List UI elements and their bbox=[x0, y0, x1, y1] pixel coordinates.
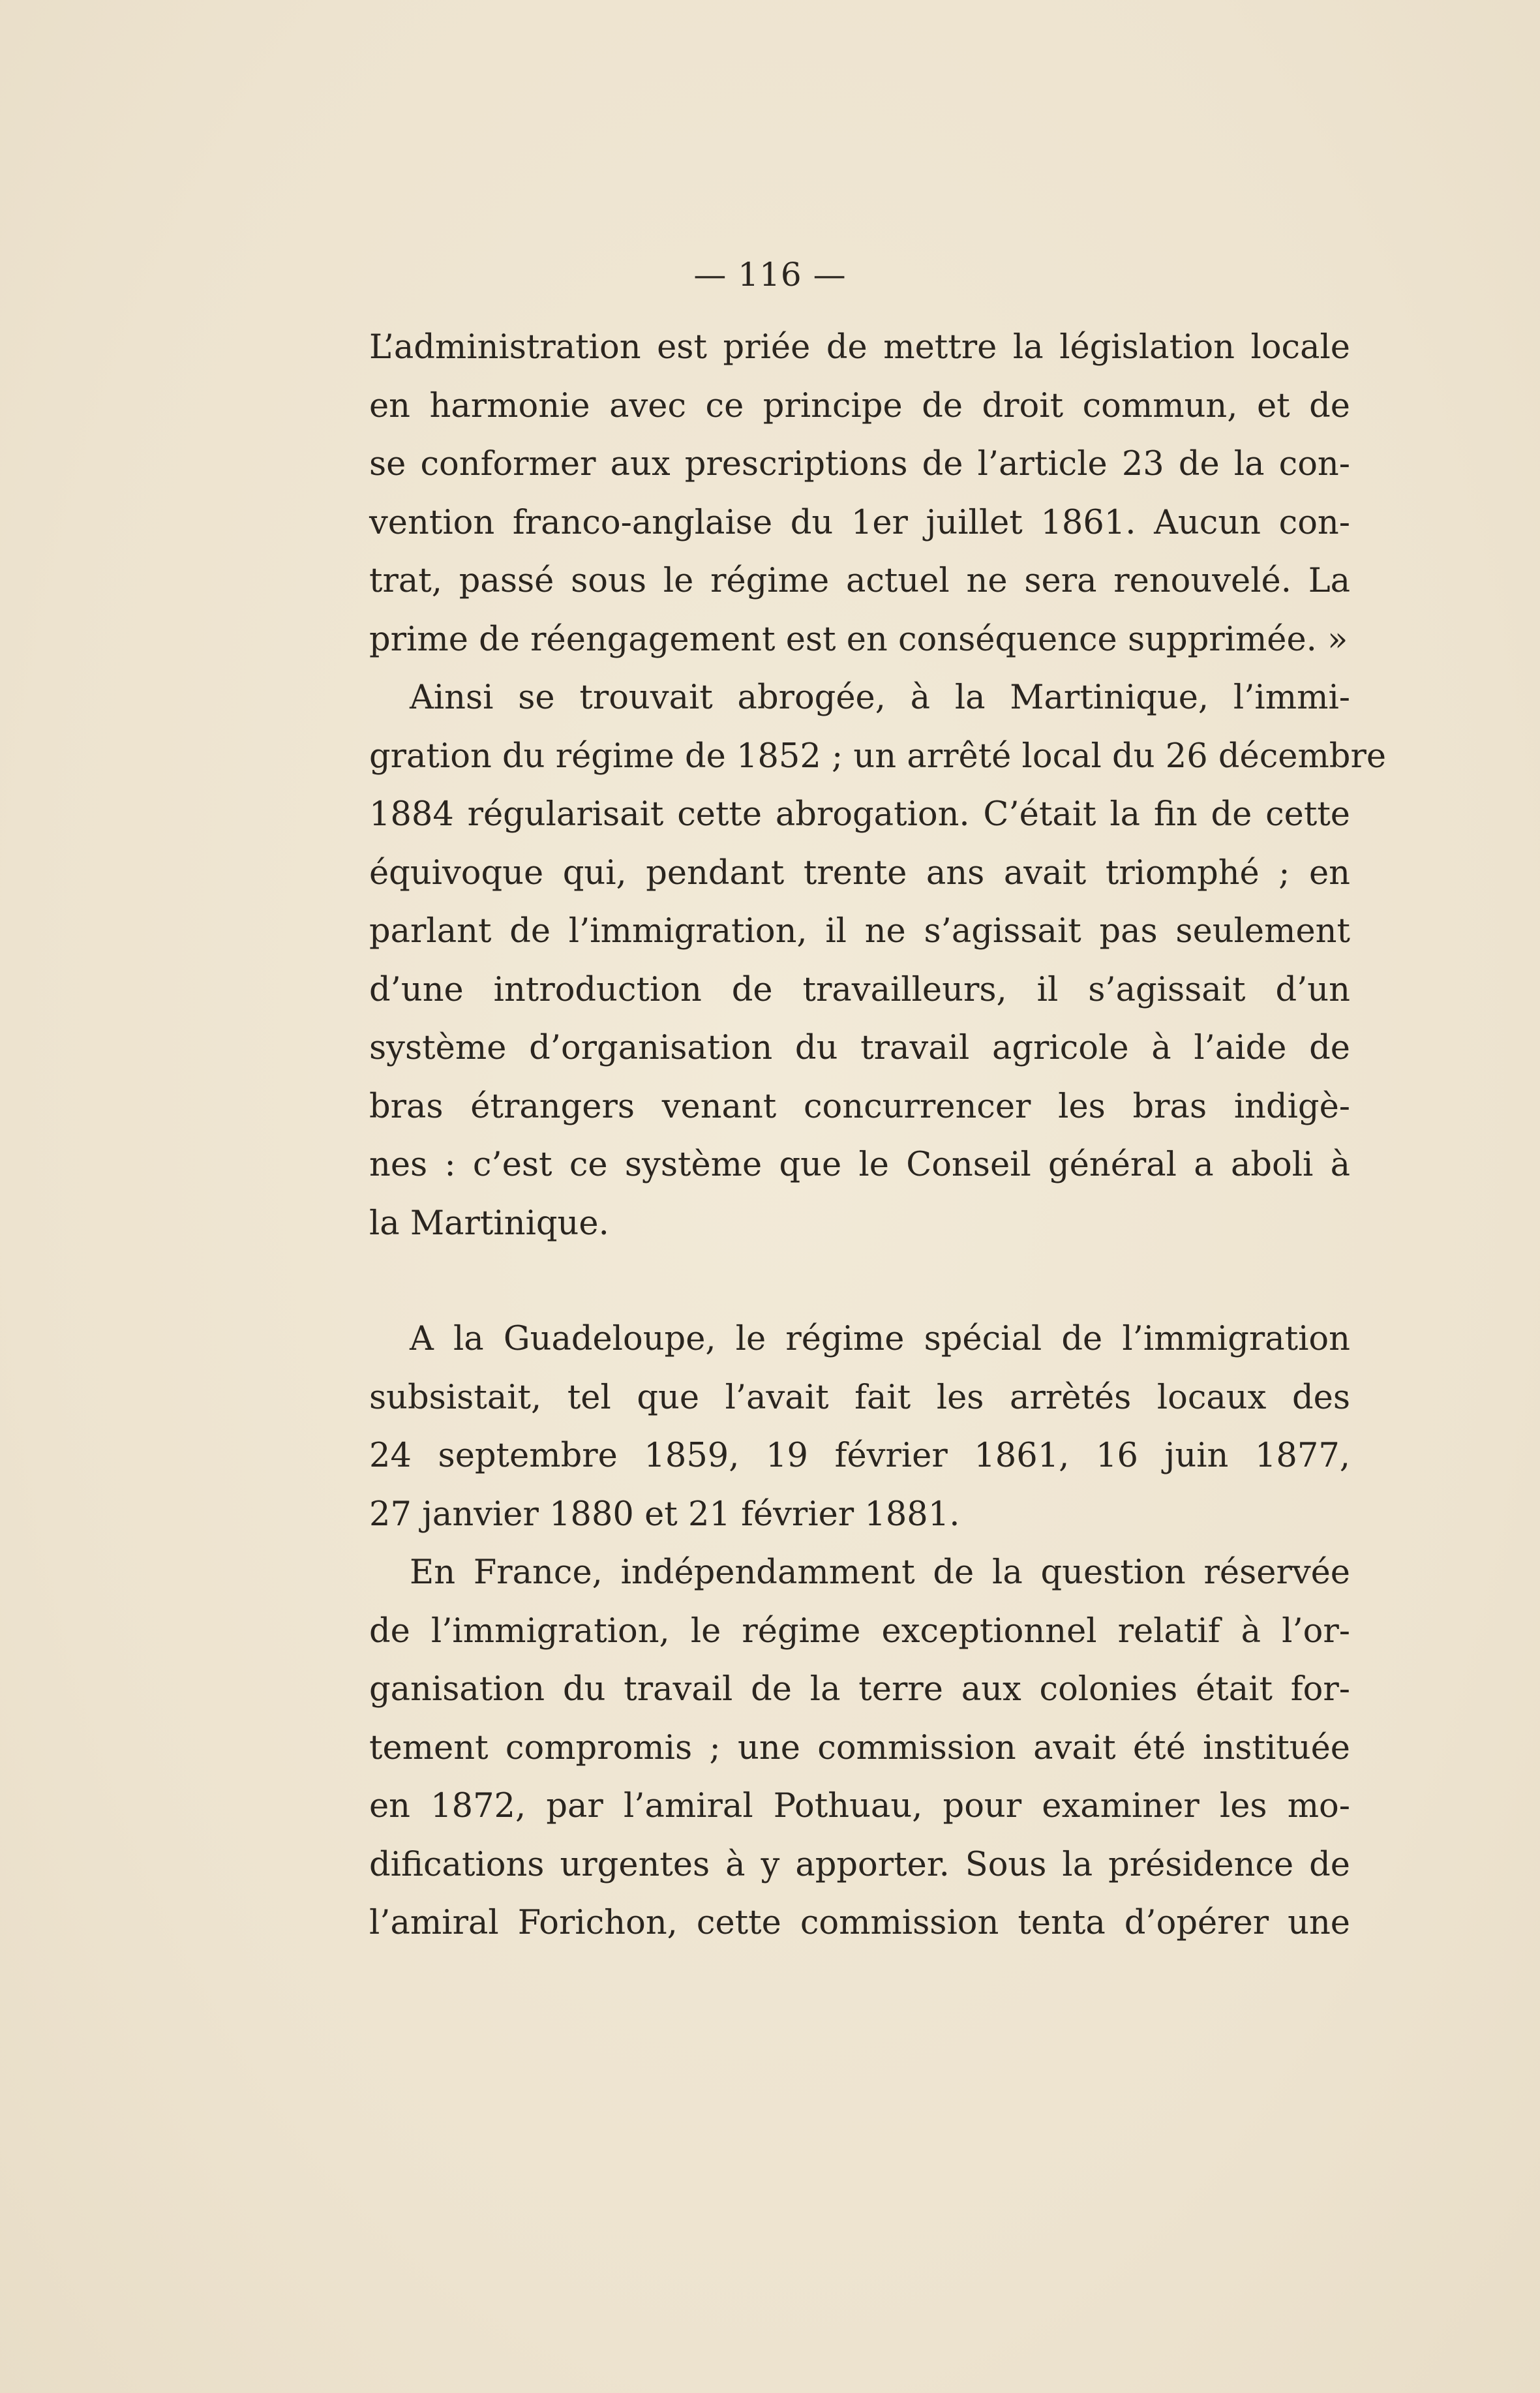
text-line: prime de réengagement est en conséquence supprimée. » bbox=[369, 620, 1348, 659]
text-line: se conformer aux prescriptions de l’article 23 de la con- bbox=[369, 445, 1350, 483]
text-line: tement compromis ; une commission avait été instituée bbox=[369, 1728, 1350, 1767]
paragraph-france bbox=[369, 1544, 1350, 1953]
text-line: en harmonie avec ce principe de droit commun, et de bbox=[369, 386, 1350, 425]
text-line: difications urgentes à y apporter. Sous la présidence de bbox=[369, 1845, 1350, 1884]
text-line: Ainsi se trouvait abrogée, à la Martinique, l’immi- bbox=[410, 678, 1350, 717]
page-number: — 116 — bbox=[693, 256, 847, 294]
text-line: En France, indépendamment de la question réservée bbox=[410, 1553, 1350, 1592]
text-line: vention franco-anglaise du 1er juillet 1861. Aucun con- bbox=[369, 503, 1350, 542]
text-line: L’administration est priée de mettre la législation locale bbox=[369, 328, 1350, 367]
text-line: A la Guadeloupe, le régime spécial de l’immigration bbox=[410, 1320, 1350, 1358]
body-text bbox=[369, 318, 1387, 1953]
text-line: parlant de l’immigration, il ne s’agissait pas seulement bbox=[369, 912, 1350, 951]
paragraph-martinique bbox=[369, 669, 1387, 1253]
paragraph-quote-end bbox=[369, 318, 1350, 669]
text-line: nes : c’est ce système que le Conseil général a aboli à bbox=[369, 1146, 1350, 1184]
text-line: la Martinique. bbox=[369, 1204, 609, 1243]
paragraph-spacer bbox=[369, 1253, 1350, 1310]
text-line: de l’immigration, le régime exceptionnel relatif à l’or- bbox=[369, 1611, 1350, 1651]
text-line: en 1872, par l’amiral Pothuau, pour examiner les mo- bbox=[369, 1787, 1350, 1825]
text-line: d’une introduction de travailleurs, il s’agissait d’un bbox=[369, 970, 1350, 1009]
text-line: trat, passé sous le régime actuel ne sera renouvelé. La bbox=[369, 562, 1350, 600]
text-line: ganisation du travail de la terre aux colonies était for- bbox=[369, 1670, 1350, 1709]
text-line: 1884 régularisait cette abrogation. C’était la fin de cette bbox=[369, 795, 1350, 834]
text-line: l’amiral Forichon, cette commission tenta d’opérer une bbox=[369, 1904, 1350, 1942]
paragraph-guadeloupe bbox=[369, 1310, 1350, 1544]
text-line: gration du régime de 1852 ; un arrêté local du 26 décembre bbox=[369, 737, 1387, 776]
text-line: équivoque qui, pendant trente ans avait triomphé ; en bbox=[369, 853, 1350, 892]
text-line: bras étrangers venant concurrencer les bras indigè- bbox=[369, 1087, 1350, 1126]
text-line: système d’organisation du travail agricole à l’aide de bbox=[369, 1029, 1350, 1067]
text-line: 24 septembre 1859, 19 février 1861, 16 juin 1877, bbox=[369, 1437, 1350, 1475]
text-line: 27 janvier 1880 et 21 février 1881. bbox=[369, 1495, 960, 1534]
text-line: subsistait, tel que l’avait fait les arrètés locaux des bbox=[369, 1378, 1350, 1417]
